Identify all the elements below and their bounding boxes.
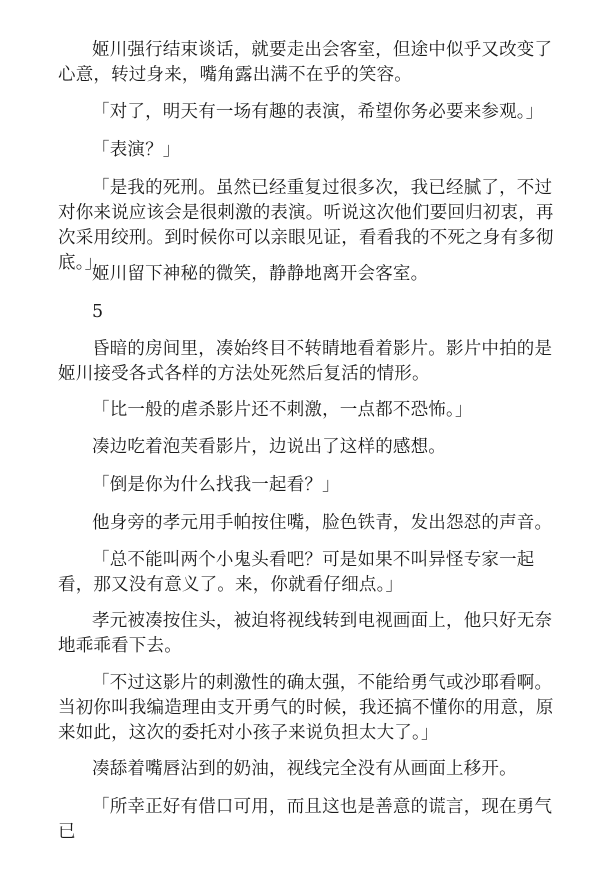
- paragraph-8: 凑边吃着泡芙看影片，边说出了这样的感想。: [92, 437, 446, 457]
- paragraph-15: 「所幸正好有借口可用，而且这也是善意的谎言，现在勇气已: [58, 797, 553, 842]
- paragraph-1: 姬川强行结束谈话，就要走出会客室，但途中似乎又改变了心意，转过身来，嘴角露出满不在乎的笑容。: [58, 40, 553, 85]
- paragraph-6: 昏暗的房间里，凑始终目不转睛地看着影片。影片中拍的是姬川接受各式各样的方法处死然后复活的情形。: [58, 339, 553, 384]
- paragraph-13: 「不过这影片的刺激性的确太强，不能给勇气或沙耶看啊。当初你叫我编造理由支开勇气的时候，我还搞不懂你的用意，原来如此，这次的委托对小孩子来说负担太大了。」: [58, 673, 554, 743]
- paragraph-7: 「比一般的虐杀影片还不刺激，一点都不恐怖。」: [92, 400, 473, 420]
- paragraph-10: 他身旁的孝元用手帕按住嘴，脸色铁青，发出怨怼的声音。: [92, 513, 553, 533]
- paragraph-12: 孝元被凑按住头，被迫将视线转到电视画面上，他只好无奈地乖乖看下去。: [58, 611, 553, 656]
- section-number: 5: [92, 302, 104, 322]
- paragraph-5: 姬川留下神秘的微笑，静静地离开会客室。: [92, 264, 429, 284]
- paragraph-3: 「表演？」: [92, 140, 181, 160]
- paragraph-11: 「总不能叫两个小鬼头看吧？可是如果不叫异怪专家一起看，那又没有意义了。来，你就看仔细点。」: [58, 550, 535, 595]
- paragraph-9: 「倒是你为什么找我一起看？」: [92, 475, 340, 495]
- paragraph-4: 「是我的死刑。虽然已经重复过很多次，我已经腻了，不过对你来说应该会是很刺激的表演。听说这次他们要回归初衷，再次采用绞刑。到时候你可以亲眼见证，看看我的不死之身有多彻底。」: [58, 178, 554, 273]
- paragraph-2: 「对了，明天有一场有趣的表演，希望你务必要来参观。」: [92, 102, 544, 122]
- paragraph-14: 凑舔着嘴唇沾到的奶油，视线完全没有从画面上移开。: [92, 759, 517, 779]
